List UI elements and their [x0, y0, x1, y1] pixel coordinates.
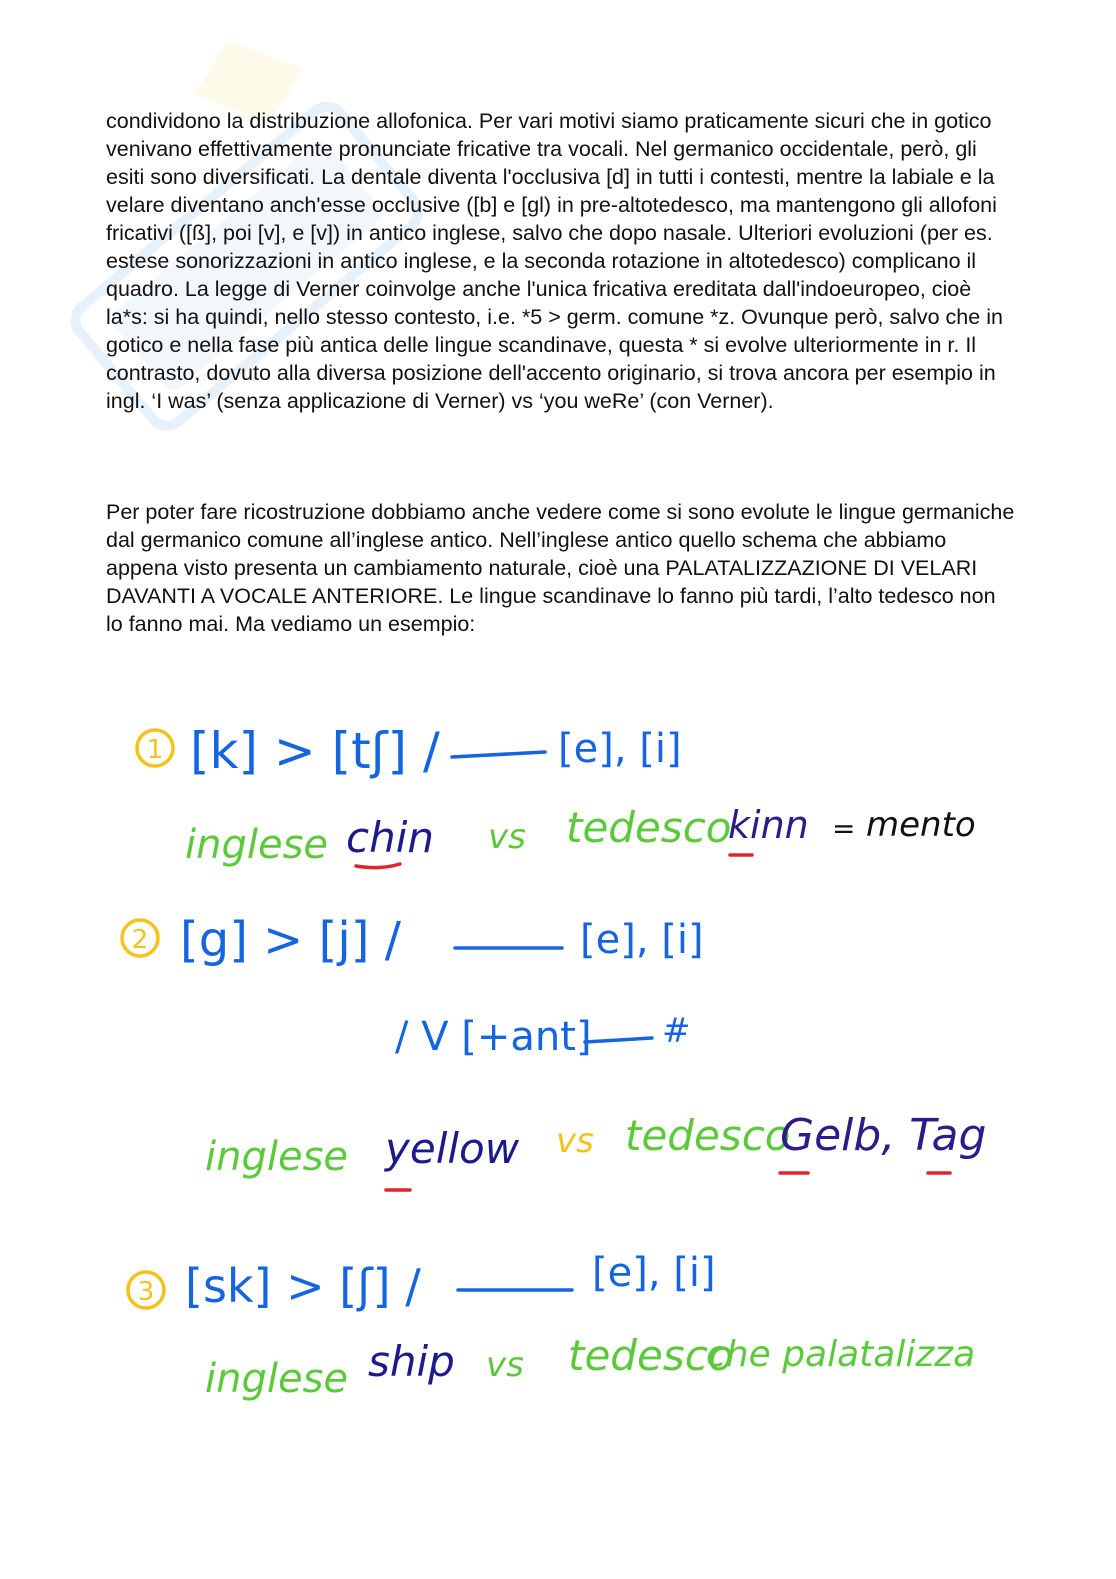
note-1-rule: [k] > [tʃ] /	[190, 722, 440, 780]
note-1-word2: kinn	[728, 803, 809, 847]
note-3-rule: [sk] > [ʃ] /	[185, 1259, 421, 1313]
note-1	[137, 722, 976, 868]
note-2-context2-suffix: #	[662, 1011, 691, 1051]
note-3-context: [e], [i]	[592, 1250, 716, 1296]
note-3-lang2: tedesco	[568, 1331, 734, 1380]
note-3-word1: ship	[368, 1337, 455, 1386]
note-3-number: 3	[137, 1277, 155, 1307]
note-1-lang1: inglese	[185, 822, 329, 868]
note-1-word1: chin	[346, 813, 434, 862]
note-2-word1: yellow	[385, 1124, 520, 1173]
note-1-blank-line	[452, 752, 545, 757]
note-2-number: 2	[131, 925, 149, 955]
note-2-context2-blank-line	[585, 1038, 652, 1042]
note-1-equals: =	[832, 812, 856, 845]
note-2-lang1: inglese	[205, 1134, 349, 1180]
note-1-vs: vs	[488, 817, 526, 857]
note-2-context: [e], [i]	[580, 917, 704, 963]
note-2-vs: vs	[556, 1121, 594, 1161]
note-1-number: 1	[146, 735, 164, 765]
note-3	[128, 1250, 975, 1402]
note-3-vs: vs	[486, 1345, 524, 1385]
note-2-rule: [g] > [j] /	[180, 912, 401, 968]
note-2-lang2: tedesco	[625, 1111, 791, 1160]
note-3-word2: che palatalizza	[706, 1334, 976, 1375]
note-1-context: [e], [i]	[558, 726, 682, 772]
note-3-lang1: inglese	[205, 1356, 349, 1402]
note-2-context2-prefix: / V [+ant]	[395, 1014, 592, 1060]
note-1-word1-underline	[356, 864, 400, 868]
note-2-word2: Gelb, Tag	[780, 1110, 987, 1161]
note-2	[122, 912, 986, 1190]
paragraph-2: Per poter fare ricostruzione dobbiamo anche vedere come si sono evolute le lingue germaniche dal germanico comune all’inglese antico. Nell’inglese antico quello schema che abbiamo appena visto presenta un cambiamento naturale, cioè una PALATALIZZAZIONE DI VELARI DAVANTI A VOCALE ANTERIORE. Le lingue scandinave lo fanno più tardi, l’alto tedesco non lo fanno mai. Ma vediamo un esempio:	[106, 500, 1015, 636]
note-1-gloss: mento	[866, 805, 976, 845]
note-1-lang2: tedesco	[566, 803, 732, 852]
paragraph-1: condividono la distribuzione allofonica. Per vari motivi siamo praticamente sicuri che in gotico venivano effettivamente pronunciate fricative tra vocali. Nel germanico occidentale, però, gli esiti sono diversificati. La dentale diventa l'occlusiva [d] in tutti i contesti, mentre la labiale e la velare diventano anch'esse occlusive ([b] e [gl) in pre-altotedesco, ma mantengono gli allofoni fricativi ([ß], poi [v], e [v]) in antico inglese, salvo che dopo nasale. Ulteriori evoluzioni (per es. estese sonorizzazioni in antico inglese, e la seconda rotazione in altotedesco) complicano il quadro. La legge di Verner coinvolge anche l'unica fricativa ereditata dall'indoeuropeo, cioè la*s: si ha quindi, nello stesso contesto, i.e. *5 > germ. comune *z. Ovunque però, salvo che in gotico e nella fase più antica delle lingue scandinave, questa * si evolve ulteriormente in r. Il contrasto, dovuto alla diversa posizione dell'accento originario, si trova ancora per esempio in ingl. ‘I was’ (senza applicazione di Verner) vs ‘you weRe’ (con Verner).	[106, 109, 1003, 413]
